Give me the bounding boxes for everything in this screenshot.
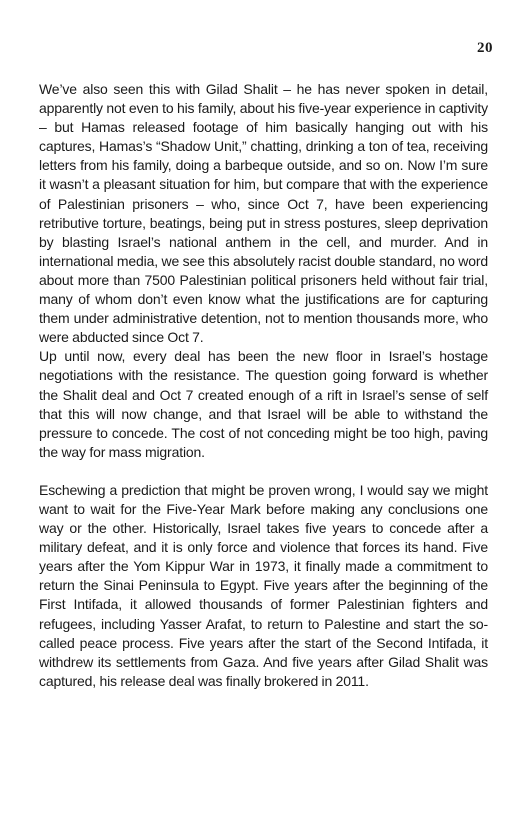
paragraph-hostage-negotiations: Up until now, every deal has been the new floor in Israel’s hostage negotiations with the resistance. The question going forward is whether the Shalit deal and Oct 7 created enough of a rift in Israel’s sense of self that this will now change, and that Israel will be able to withstand the pressure to concede. The cost of not conceding might be too high, paving the way for mass migration. xyxy=(39,348,488,460)
body-text xyxy=(39,80,488,691)
paragraph-shalit-footage: We’ve also seen this with Gilad Shalit – he has never spoken in detail, apparently not even to his family, about his five-year experience in captivity – but Hamas released footage of him basically hanging out with his captures, Hamas’s “Shadow Unit,” chatting, drinking a ton of tea, receiving letters from his family, doing a barbeque outside, and so on. Now I’m sure it wasn’t a pleasant situation for him, but compare that with the experience of Palestinian prisoners – who, since Oct 7, have been experiencing retributive torture, beatings, being put in stress postures, sleep deprivation by blasting Israel’s national anthem in the cell, and murder. And in international media, we see this absolutely racist double standard, no word about more than 7500 Palestinian political prisoners held without fair trial, many of whom don’t even know what the justifications are for capturing them under administrative detention, not to mention thousands more, who were abducted since Oct 7. xyxy=(39,81,488,346)
paragraph-five-year-mark: Eschewing a prediction that might be proven wrong, I would say we might want to wait for the Five-Year Mark before making any conclusions one way or the other. Historically, Israel takes five years to concede after a military defeat, and it is only force and violence that forces its hand. Five years after the Yom Kippur War in 1973, it finally made a commitment to return the Sinai Peninsula to Egypt. Five years after the beginning of the First Intifada, it allowed thousands of former Palestinian fighters and refugees, including Yasser Arafat, to return to Palestine and start the so- called peace process. Five years after the start of the Second Intifada, it withdrew its settlements from Gaza. And five years after Gilad Shalit was captured, his release deal was finally brokered in 2011. xyxy=(39,481,488,689)
page-number: 20 xyxy=(477,40,493,56)
